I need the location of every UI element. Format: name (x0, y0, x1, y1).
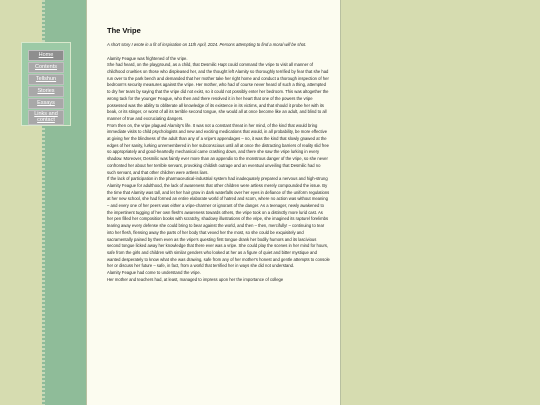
site-navigation (21, 42, 71, 126)
story-paragraph: Her mother and teachers had, at least, managed to impress upon her the importance of college (107, 276, 284, 282)
story-paragraph: Alamity Feague was frightened of the vripe. (107, 55, 188, 61)
page-title: The Vripe (107, 26, 141, 35)
story-body (107, 56, 330, 284)
story-paragraph: From then on, the vripe plagued Alamity's life. It was not a constant threat in her mind, of the kind that would bring immediate visits to child psychologists and new and exciting medications that would, in all probability, be more effective at giving her the blindness of the adult than any of a vripe's appendages – no, it was the kind that slowly gnawed at the edges of her sanity, lurking unremembered in her subconscious until all at once the distracting barriers of reality slid free so appropriately and good-heartedly mechanical came crashing down, and there she saw the vripe lurking in every shadow. Moreover, Desmilic was faintly ever more than an appendix to the monstrous danger of the vripe, so she never confronted her about her terrible servant, provoking childish outrage and an eventual unveiling that Desmilic had no such servant, and that other children were artless liars. (107, 122, 329, 175)
content-page (86, 0, 341, 405)
nav-link-links-and-contact[interactable]: Links and contact (28, 110, 64, 125)
story-paragraph: If the lack of participation in the pharmaceutical-industrial system had inadequately prepared a nervous and high-strung Alamity Feague for adulthood, the lack of awareness that other children were artless merely compounded the issue. By the time that Alamity was tall, and let her hair grow in dark waterfalls over her eyes in defiance of the uniform regulations at her new school, she had formed an entire elaborate world of hatred and scorn, where no action was without meaning – and every one of her peers was either a vripe-charmer or ignorant of the danger. As a teenager, newly awakened to the impertinent tugging of her own flesh's awareness towards others, the vripe took on a distinctly more lurid cast. As her pen filled her composition books with scratchy, shadowy illustrations of the vripe, she imagined its rapturel forelimbs tearing away every defense she could bring to bear against the world, and then – then, mercifully! – continuing to tear into her flesh, flensing away the parts of her body that vexed her the most, so she could be exquisitely and sacramentally pained by them even as the vripe's questing first tongue drank her bodily humors and its lascivious second tongue licked away her knowledge that there ever was a vripe. She could play the scenes in her mind for hours, safe from the girls and children with similar genders who looked at her as a figure of quiet and bitter mystique and wanted desperately to know what she was drawing, safe from any of her mother's honest and gentle attempts to console her or discuss her future – safe, in fact, from a world that terrified her in ways she did not understand. (107, 176, 330, 269)
nav-link-home[interactable]: Home (28, 50, 64, 61)
nav-link-stories[interactable]: Stories (28, 86, 64, 97)
story-paragraph: Alamity Feague had come to understand the vripe. (107, 270, 201, 276)
nav-link-essays[interactable]: Essays (28, 98, 64, 109)
nav-link-tellshun[interactable]: Tellshun (28, 74, 64, 85)
story-intro: A short story I wrote in a fit of inspiration on 11th April, 2024. Persons attempting to find a moral will be shot. (107, 42, 307, 47)
story-paragraph: She had heard, on the playground, as a child, that Desmilic Hapt could command the vripe to visit all manner of childhood cruelties on those who displeased her, and the thought left Alamity so thoroughly terrified by fear that she had run over to the park bench and demanded that her mother take her right home and conduct a thorough inspection of her bedroom's security measures against the vripe. Her mother, who had of course never heard of such a thing, attempted to dry her tears by saying that the vripe did not exist, so it could not possibly enter her bedroom. This was altogether the wrong tack for the younger Feague, who then and there resolved it in her heart that one of the powers the vripe possessed was the ability to obliterate all knowledge of its existence in its victims, and that should it probe her with its beak, or its stinger, or worst of all its terrible second tongue, she would all at once become like an adult, and blind to all manner of true and excruciating dangers. (107, 62, 329, 121)
nav-link-contents[interactable]: Contents (28, 62, 64, 73)
